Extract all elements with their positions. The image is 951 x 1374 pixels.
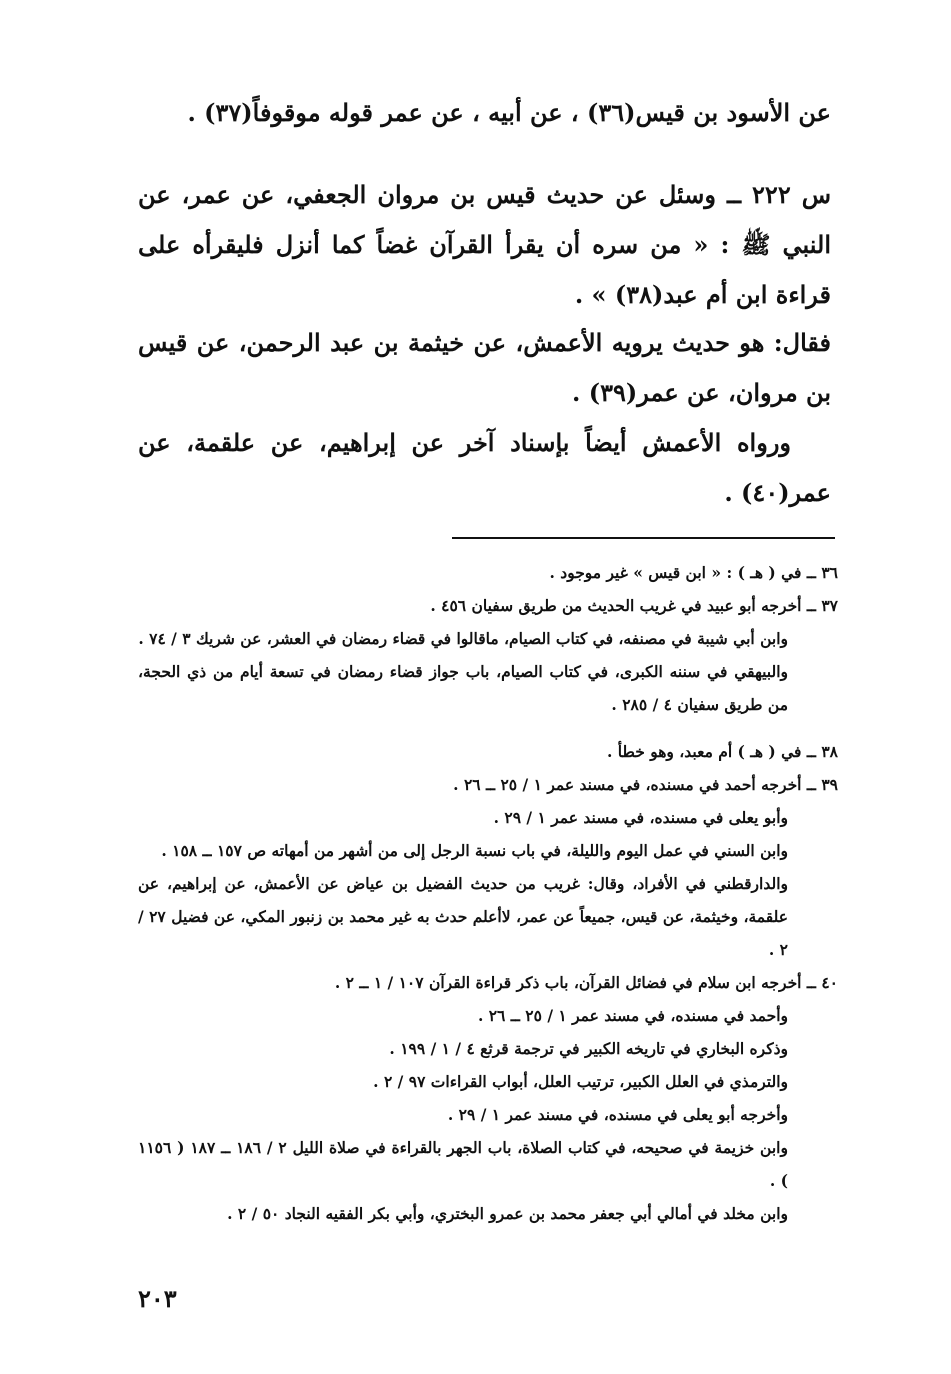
footnote-divider bbox=[452, 537, 835, 539]
footnotes-section bbox=[138, 556, 838, 1230]
footnote-fn40a: وأحمد في مسنده، في مسند عمر ١ / ٢٥ ــ ٢٦ . bbox=[477, 1006, 788, 1025]
footnote-gap bbox=[138, 721, 838, 735]
footnote-fn40f: وابن مخلد في أمالي أبي جعفر محمد بن عمرو البختري، وأبي بكر الفقيه النجاد ٥٠ / ٢ . bbox=[227, 1204, 788, 1223]
footnote-fn40e: وابن خزيمة في صحيحه، في كتاب الصلاة، باب الجهر بالقراءة في صلاة الليل ٢ / ١٨٦ ــ ١٨٧ ( ١١٥٦ ) . bbox=[138, 1138, 788, 1190]
main-paragraph-4: ورواه الأعمش أيضاً بإسناد آخر عن إبراهيم، عن علقمة، عن عمر(٤٠) . bbox=[138, 428, 831, 507]
footnote-fn38: ٣٨ ــ في ( هـ ) أم معبد، وهو خطأ . bbox=[607, 742, 838, 761]
footnote-fn39a: وأبو يعلى في مسنده، في مسند عمر ١ / ٢٩ . bbox=[493, 808, 788, 827]
main-paragraph-answer: فقال: هو حديث يرويه الأعمش، عن خيثمة بن عبد الرحمن، عن قيس بن مروان، عن عمر(٣٩) . bbox=[138, 328, 831, 407]
footnote-fn40d: وأخرجه أبو يعلى في مسنده، في مسند عمر ١ / ٢٩ . bbox=[447, 1105, 788, 1124]
footnote-fn37b: والبيهقي في سننه الكبرى، في كتاب الصيام، باب جواز قضاء رمضان في تسعة أيام من ذي الحجة، من طريق سفيان ٤ / ٢٨٥ . bbox=[138, 662, 788, 714]
footnote-fn36: ٣٦ ــ في ( هـ ) : « ابن قيس » غير موجود . bbox=[549, 563, 838, 582]
footnote-fn40b: وذكره البخاري في تاريخه الكبير في ترجمة قرثع ٤ / ١ / ١٩٩ . bbox=[389, 1039, 788, 1058]
footnote-fn40c: والترمذي في العلل الكبير، ترتيب العلل، أبواب القراءات ٩٧ / ٢ . bbox=[373, 1072, 788, 1091]
footnote-fn37: ٣٧ ــ أخرجه أبو عبيد في غريب الحديث من طريق سفيان ٤٥٦ . bbox=[430, 596, 838, 615]
footnote-fn39c: والدارقطني في الأفراد، وقال: غريب من حديث الفضيل بن عياض عن الأعمش، عن إبراهيم، عن علقمة، وخيثمة، عن قيس، جميعاً عن عمر، لاأعلم حدث به غير محمد بن زنبور المكي، عن فضيل ٢٧ / ٢ . bbox=[138, 874, 788, 959]
main-paragraph-1: عن الأسود بن قيس(٣٦) ، عن أبيه ، عن عمر قوله موقوفاً(٣٧) . bbox=[187, 98, 831, 127]
main-paragraph-question-222: س ٢٢٢ ــ وسئل عن حديث قيس بن مروان الجعفي، عن عمر، عن النبي ﷺ : « من سره أن يقرأ القرآن غضاً كما أنزل فليقرأه على قراءة ابن أم عبد(٣٨) » . bbox=[138, 180, 832, 309]
footnote-fn39b: وابن السني في عمل اليوم والليلة، في باب نسبة الرجل إلى من أشهر من أمهاته ص ١٥٧ ــ ١٥٨ . bbox=[161, 841, 788, 860]
footnote-fn37a: وابن أبي شيبة في مصنفه، في كتاب الصيام، ماقالوا في قضاء رمضان في العشر، عن شريك ٣ / ٧٤ . bbox=[138, 629, 788, 648]
footnote-fn39: ٣٩ ــ أخرجه أحمد في مسنده، في مسند عمر ١ / ٢٥ ــ ٢٦ . bbox=[453, 775, 838, 794]
footnote-fn40: ٤٠ ــ أخرجه ابن سلام في فضائل القرآن، باب ذكر قراءة القرآن ١٠٧ / ١ ــ ٢ . bbox=[334, 973, 838, 992]
page-number: ٢٠٣ bbox=[138, 1284, 177, 1313]
